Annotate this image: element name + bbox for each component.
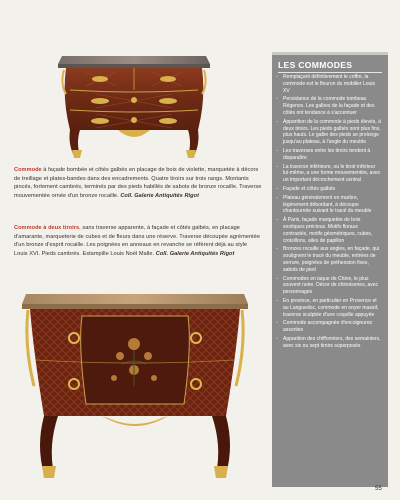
bullet-dash: - xyxy=(276,275,278,282)
list-item xyxy=(276,217,382,244)
commode-photo-bottom xyxy=(22,286,248,482)
caption-top-lead: Commode xyxy=(14,167,42,173)
list-item xyxy=(276,119,382,146)
bullet-dash: - xyxy=(276,185,278,192)
caption-top-source: Coll. Galerie Antiquités Rigot xyxy=(120,193,199,200)
bullet-dash: - xyxy=(276,163,278,170)
sidebar-title: LES COMMODES xyxy=(278,60,353,70)
list-item-text: Remplaçant définitivement le coffre, la commode est le fleuron du mobilier Louis XV xyxy=(283,74,376,94)
list-item-text: Apparition de la commode à pieds élevés, à deux tiroirs. Les pieds galbés sont plus fins, plus hauts. Le galbe des pieds se prolonge jusqu'au plateau, à l'angle du meuble xyxy=(283,118,381,146)
list-item-text: Bronzes rocaille aux angles, en façade, qui soulignent le tracé du meuble, entrées de serrure, poignées de préhension fixes, sabots de pied xyxy=(283,246,380,273)
list-item xyxy=(276,298,382,318)
list-item xyxy=(276,336,382,350)
list-item xyxy=(276,320,382,334)
list-item-text: Plateau généralement en marbre, légèrement débordant, à découpe chantournée suivant le tracé du meuble xyxy=(283,194,372,215)
caption-bottom-source: Coll. Galerie Antiquités Rigot xyxy=(155,251,235,258)
list-item-text: Façade et côtés galbés xyxy=(283,185,336,192)
caption-bottom-lead: Commode à deux tiroirs xyxy=(14,225,80,231)
bullet-dash: - xyxy=(276,147,278,154)
caption-top-body: à façade bombée et côtés galbés en placage de bois de violette, marquetée à décors de treillage et plates-bandes dans des encadrements. Quatre tiroirs sur trois rangs. Montants pincés, fortement cambrés, terminés par des pieds habillés de sabots de bronze rocaille. Traverse mouvementée ornée d'un bronze rocaille. xyxy=(14,167,262,200)
bullet-dash: - xyxy=(276,246,278,253)
list-item-text: Commodes en laque de Chine, le plus souvent noire. Décor de chinoiseries, avec personnages xyxy=(283,275,379,296)
bullet-dash: - xyxy=(276,118,278,125)
bullet-dash: - xyxy=(276,194,278,201)
sidebar-divider xyxy=(278,72,382,73)
caption-bottom-body: , sans traverse apparente, à façade et côtés galbés, en placage d'amarante, marqueterie de cubes et de fleurs dans une réserve. Traverse découpée agrémentée d'un bronze d'esprit rocaille. Les poignées en anneaux en revanche se réfèrent déjà au style Louis XVI. Pieds cambrés. Estampille Louis Noël Malle. xyxy=(14,225,261,258)
list-item-text: À Paris, façade marquetée de bois exotiques précieux. Motifs floraux contrastés, motifs géométriques, cubes, croisillons, ailes de papillon xyxy=(283,217,373,244)
bullet-dash: - xyxy=(276,297,278,304)
list-item xyxy=(276,246,382,273)
list-item-text: Apparition des chiffonniers, des semainiers, avec six ou sept tiroirs superposés xyxy=(283,335,381,349)
list-item xyxy=(276,96,382,116)
caption-bottom-commode xyxy=(14,224,262,259)
bullet-dash: - xyxy=(276,320,278,327)
list-item-text: Les traverses entre les tiroirs tendent à disparaître xyxy=(283,147,371,161)
list-item xyxy=(276,148,382,162)
bullet-dash: - xyxy=(276,217,278,224)
list-item xyxy=(276,276,382,296)
list-item xyxy=(276,195,382,215)
caption-top-commode xyxy=(14,166,262,201)
list-item-text: En province, en particulier en Provence et au Languedoc, commode en noyer massif, traverse sculptée d'une coquille appuyée xyxy=(283,297,379,318)
list-item-text: La traverse inférieure, ou le tiroir inférieur lui-même, a une forme mouvementée, avec un important décrochement central xyxy=(283,163,381,184)
list-item xyxy=(276,164,382,184)
list-item xyxy=(276,74,382,94)
bullet-dash: - xyxy=(276,74,278,80)
list-item-text: Commode accompagnée d'encoignures assorties xyxy=(283,320,373,334)
sidebar-list xyxy=(276,74,382,351)
list-item xyxy=(276,186,382,193)
page-number: 55 xyxy=(375,486,382,492)
bullet-dash: - xyxy=(276,96,278,103)
bullet-dash: - xyxy=(276,335,278,342)
commode-photo-top xyxy=(56,44,212,162)
list-item-text: Persistance de la commode tombeau Régence. Les galbes de la façade et des côtés ont tendance à s'accentuer xyxy=(283,96,375,116)
